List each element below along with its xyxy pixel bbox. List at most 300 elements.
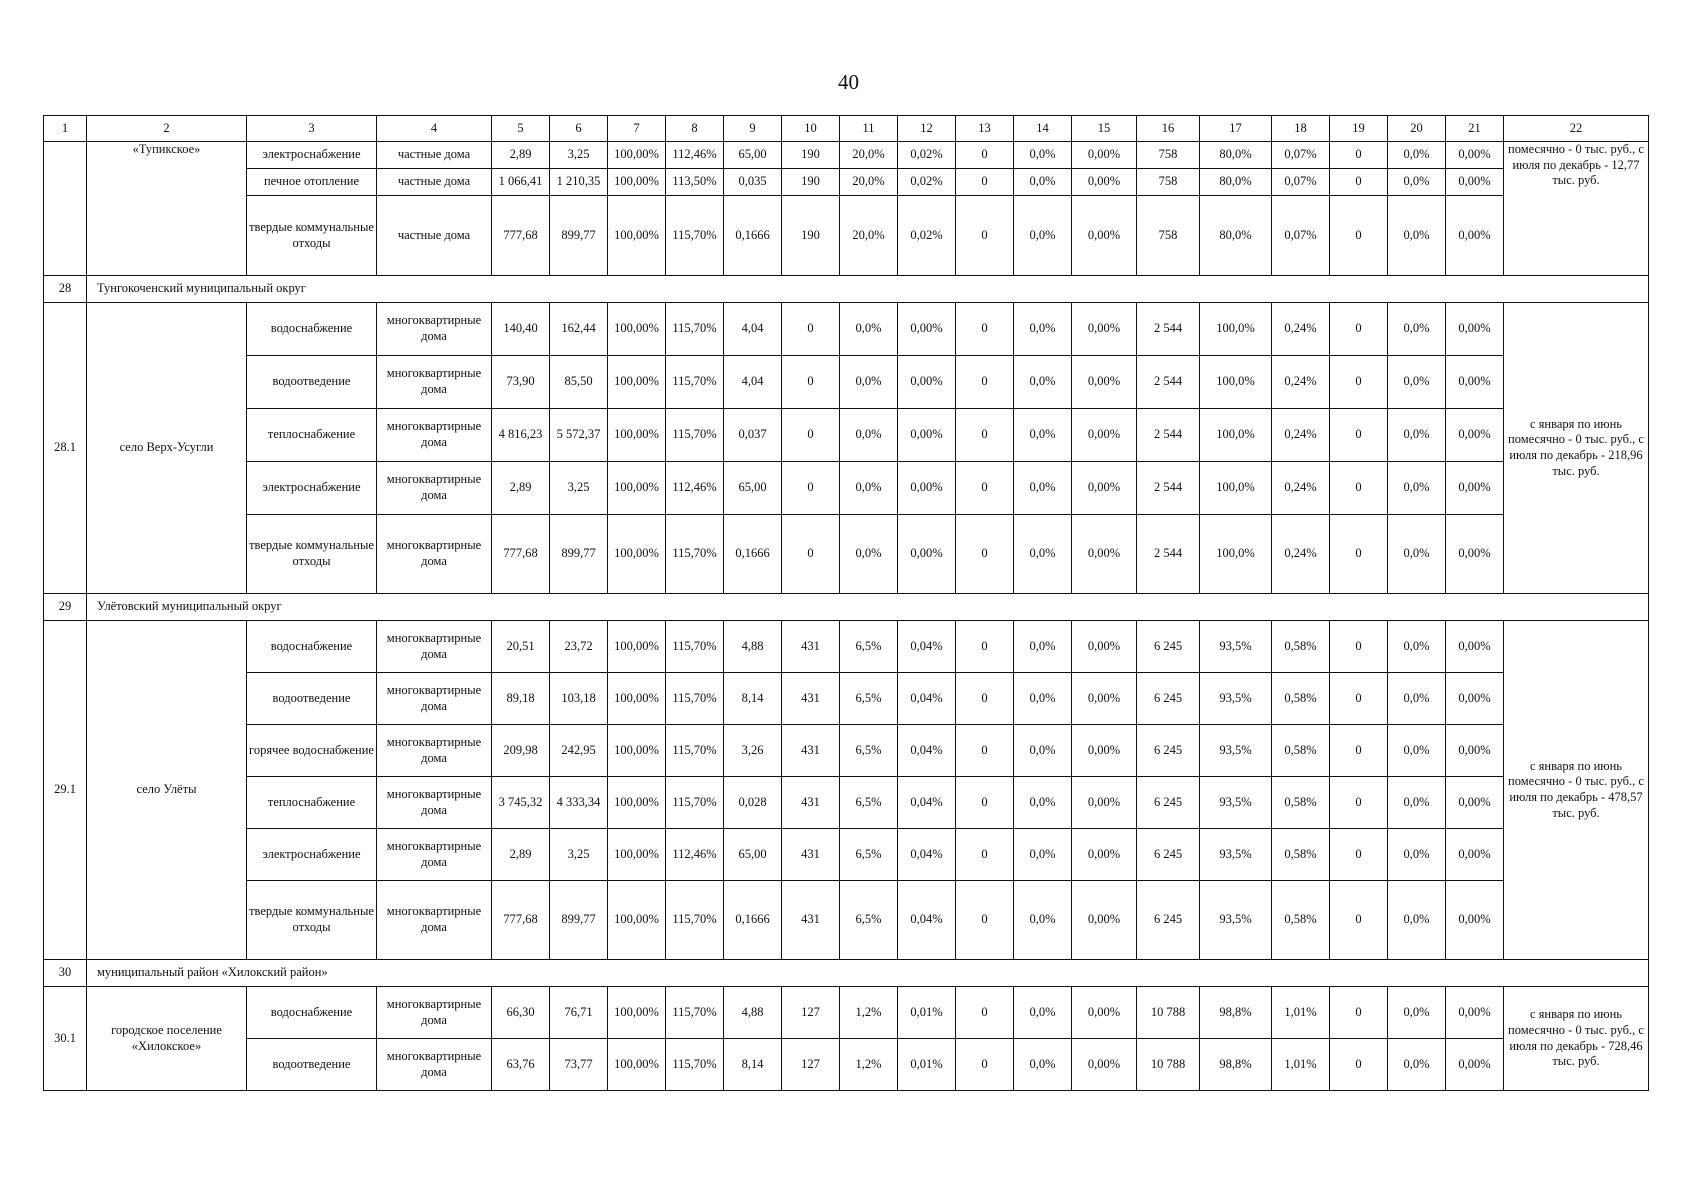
value-cell: 100,00% (608, 777, 666, 829)
payment-note-cell: с января по июнь помесячно - 0 тыс. руб., с июля по декабрь - 478,57 тыс. руб. (1504, 621, 1649, 960)
housing-type-cell: частные дома (377, 196, 492, 276)
value-cell: 0,0% (1014, 515, 1072, 594)
value-cell: 0,00% (1446, 409, 1504, 462)
value-cell: 0,07% (1272, 196, 1330, 276)
row-number-cell: 29.1 (44, 621, 87, 960)
value-cell: 100,00% (608, 1039, 666, 1091)
value-cell: 0,0% (840, 515, 898, 594)
column-number-cell: 5 (492, 116, 550, 142)
value-cell: 431 (782, 725, 840, 777)
table-row (44, 673, 1649, 725)
value-cell: 6 245 (1137, 725, 1200, 777)
value-cell: 0,58% (1272, 881, 1330, 960)
value-cell: 0,0% (1014, 462, 1072, 515)
value-cell: 0,00% (1072, 169, 1137, 196)
value-cell: 0,58% (1272, 777, 1330, 829)
value-cell: 0 (956, 1039, 1014, 1091)
value-cell: 0,24% (1272, 356, 1330, 409)
value-cell: 3,25 (550, 462, 608, 515)
value-cell: 0,0% (1014, 777, 1072, 829)
table-row (44, 356, 1649, 409)
value-cell: 127 (782, 987, 840, 1039)
value-cell: 127 (782, 1039, 840, 1091)
value-cell: 0,04% (898, 673, 956, 725)
housing-type-cell: многоквартирные дома (377, 515, 492, 594)
value-cell: 0,04% (898, 621, 956, 673)
value-cell: 0,0% (840, 303, 898, 356)
table-row (44, 987, 1649, 1039)
value-cell: 6,5% (840, 673, 898, 725)
value-cell: 0,58% (1272, 829, 1330, 881)
value-cell: 115,70% (666, 196, 724, 276)
value-cell: 758 (1137, 142, 1200, 169)
row-number-cell: 28.1 (44, 303, 87, 594)
table-row (44, 515, 1649, 594)
value-cell: 3,26 (724, 725, 782, 777)
value-cell: 0,58% (1272, 725, 1330, 777)
value-cell: 0,00% (1072, 829, 1137, 881)
value-cell: 0 (956, 142, 1014, 169)
value-cell: 190 (782, 169, 840, 196)
value-cell: 0,07% (1272, 169, 1330, 196)
value-cell: 0 (956, 829, 1014, 881)
value-cell: 0,0% (1388, 196, 1446, 276)
value-cell: 899,77 (550, 515, 608, 594)
value-cell: 0 (956, 673, 1014, 725)
value-cell: 0,0% (1388, 515, 1446, 594)
service-cell: водоснабжение (247, 987, 377, 1039)
value-cell: 93,5% (1200, 725, 1272, 777)
value-cell: 0 (956, 987, 1014, 1039)
service-cell: горячее водоснабжение (247, 725, 377, 777)
value-cell: 0,0% (1014, 881, 1072, 960)
value-cell: 0,0% (1388, 621, 1446, 673)
value-cell: 1,2% (840, 1039, 898, 1091)
value-cell: 0,00% (1072, 142, 1137, 169)
value-cell: 0,00% (1072, 462, 1137, 515)
value-cell: 2 544 (1137, 515, 1200, 594)
value-cell: 100,0% (1200, 356, 1272, 409)
value-cell: 112,46% (666, 462, 724, 515)
value-cell: 100,00% (608, 169, 666, 196)
value-cell: 100,00% (608, 987, 666, 1039)
value-cell: 0 (1330, 881, 1388, 960)
value-cell: 0 (1330, 1039, 1388, 1091)
value-cell: 162,44 (550, 303, 608, 356)
value-cell: 2 544 (1137, 409, 1200, 462)
column-number-cell: 18 (1272, 116, 1330, 142)
value-cell: 3,25 (550, 829, 608, 881)
settlement-cell: село Верх-Усугли (87, 303, 247, 594)
column-number-cell: 14 (1014, 116, 1072, 142)
value-cell: 103,18 (550, 673, 608, 725)
table-row (44, 725, 1649, 777)
value-cell: 100,00% (608, 515, 666, 594)
value-cell: 1 210,35 (550, 169, 608, 196)
housing-type-cell: многоквартирные дома (377, 1039, 492, 1091)
value-cell: 93,5% (1200, 829, 1272, 881)
value-cell: 63,76 (492, 1039, 550, 1091)
value-cell: 100,00% (608, 673, 666, 725)
value-cell: 2,89 (492, 462, 550, 515)
value-cell: 431 (782, 621, 840, 673)
value-cell: 6,5% (840, 621, 898, 673)
service-cell: электроснабжение (247, 142, 377, 169)
service-cell: твердые коммунальные отходы (247, 196, 377, 276)
housing-type-cell: многоквартирные дома (377, 409, 492, 462)
column-number-cell: 11 (840, 116, 898, 142)
table-row (44, 881, 1649, 960)
value-cell: 2,89 (492, 829, 550, 881)
value-cell: 899,77 (550, 196, 608, 276)
value-cell: 0 (956, 303, 1014, 356)
value-cell: 2 544 (1137, 462, 1200, 515)
value-cell: 85,50 (550, 356, 608, 409)
value-cell: 0,00% (1446, 356, 1504, 409)
value-cell: 0,02% (898, 169, 956, 196)
section-number-cell: 30 (44, 960, 87, 987)
value-cell: 0,0% (1388, 1039, 1446, 1091)
section-number-cell: 29 (44, 594, 87, 621)
value-cell: 0,24% (1272, 409, 1330, 462)
value-cell: 0 (782, 356, 840, 409)
table-row (44, 1039, 1649, 1091)
value-cell: 0,00% (1446, 621, 1504, 673)
section-name-cell: муниципальный район «Хилокский район» (87, 960, 1649, 987)
value-cell: 0,00% (898, 515, 956, 594)
value-cell: 242,95 (550, 725, 608, 777)
value-cell: 0,00% (898, 409, 956, 462)
value-cell: 0,0% (1014, 1039, 1072, 1091)
payment-note-cell: с января по июнь помесячно - 0 тыс. руб., с июля по декабрь - 218,96 тыс. руб. (1504, 303, 1649, 594)
value-cell: 20,0% (840, 142, 898, 169)
value-cell: 20,0% (840, 196, 898, 276)
value-cell: 115,70% (666, 356, 724, 409)
value-cell: 0 (1330, 777, 1388, 829)
value-cell: 0,00% (1072, 356, 1137, 409)
value-cell: 2 544 (1137, 303, 1200, 356)
value-cell: 0,0% (1388, 462, 1446, 515)
value-cell: 0,24% (1272, 515, 1330, 594)
value-cell: 98,8% (1200, 1039, 1272, 1091)
value-cell: 115,70% (666, 881, 724, 960)
value-cell: 6 245 (1137, 777, 1200, 829)
section-header-row (44, 276, 1649, 303)
column-number-cell: 16 (1137, 116, 1200, 142)
value-cell: 0 (956, 725, 1014, 777)
value-cell: 0,0% (840, 462, 898, 515)
table-row (44, 462, 1649, 515)
value-cell: 4 333,34 (550, 777, 608, 829)
value-cell: 0 (782, 409, 840, 462)
value-cell: 20,51 (492, 621, 550, 673)
value-cell: 2,89 (492, 142, 550, 169)
value-cell: 98,8% (1200, 987, 1272, 1039)
table-row (44, 169, 1649, 196)
value-cell: 0,0% (1014, 673, 1072, 725)
value-cell: 0 (1330, 356, 1388, 409)
value-cell: 0 (956, 169, 1014, 196)
value-cell: 758 (1137, 196, 1200, 276)
value-cell: 10 788 (1137, 987, 1200, 1039)
value-cell: 0,00% (1072, 777, 1137, 829)
value-cell: 0,04% (898, 725, 956, 777)
value-cell: 777,68 (492, 196, 550, 276)
tariff-table (43, 115, 1649, 1091)
value-cell: 0,0% (1388, 673, 1446, 725)
column-number-cell: 12 (898, 116, 956, 142)
value-cell: 431 (782, 881, 840, 960)
value-cell: 115,70% (666, 621, 724, 673)
value-cell: 100,0% (1200, 515, 1272, 594)
value-cell: 0,0% (1388, 169, 1446, 196)
value-cell: 0,00% (1446, 196, 1504, 276)
value-cell: 100,0% (1200, 303, 1272, 356)
value-cell: 0 (1330, 462, 1388, 515)
value-cell: 80,0% (1200, 142, 1272, 169)
section-name-cell: Тунгокоченский муниципальный округ (87, 276, 1649, 303)
service-cell: теплоснабжение (247, 777, 377, 829)
value-cell: 93,5% (1200, 777, 1272, 829)
value-cell: 65,00 (724, 829, 782, 881)
service-cell: водоснабжение (247, 303, 377, 356)
column-number-cell: 9 (724, 116, 782, 142)
service-cell: электроснабжение (247, 829, 377, 881)
value-cell: 0,0% (1014, 409, 1072, 462)
value-cell: 3 745,32 (492, 777, 550, 829)
value-cell: 5 572,37 (550, 409, 608, 462)
service-cell: твердые коммунальные отходы (247, 881, 377, 960)
value-cell: 100,0% (1200, 409, 1272, 462)
column-number-cell: 17 (1200, 116, 1272, 142)
value-cell: 209,98 (492, 725, 550, 777)
column-number-cell: 13 (956, 116, 1014, 142)
value-cell: 6 245 (1137, 829, 1200, 881)
value-cell: 100,00% (608, 303, 666, 356)
value-cell: 0,0% (1388, 356, 1446, 409)
value-cell: 0,00% (1072, 1039, 1137, 1091)
housing-type-cell: многоквартирные дома (377, 303, 492, 356)
table-row (44, 303, 1649, 356)
value-cell: 0,0% (1388, 777, 1446, 829)
value-cell: 0 (1330, 169, 1388, 196)
value-cell: 0,01% (898, 987, 956, 1039)
service-cell: электроснабжение (247, 462, 377, 515)
column-number-cell: 7 (608, 116, 666, 142)
value-cell: 112,46% (666, 829, 724, 881)
value-cell: 0 (1330, 515, 1388, 594)
value-cell: 0,04% (898, 881, 956, 960)
column-number-cell: 22 (1504, 116, 1649, 142)
housing-type-cell: многоквартирные дома (377, 462, 492, 515)
column-number-cell: 6 (550, 116, 608, 142)
service-cell: водоотведение (247, 673, 377, 725)
value-cell: 0,0% (840, 356, 898, 409)
value-cell: 0 (1330, 409, 1388, 462)
value-cell: 0 (782, 303, 840, 356)
value-cell: 0 (1330, 196, 1388, 276)
column-number-cell: 2 (87, 116, 247, 142)
value-cell: 0,037 (724, 409, 782, 462)
value-cell: 0,0% (1014, 829, 1072, 881)
value-cell: 20,0% (840, 169, 898, 196)
value-cell: 115,70% (666, 303, 724, 356)
column-number-cell: 21 (1446, 116, 1504, 142)
value-cell: 100,00% (608, 725, 666, 777)
value-cell: 100,00% (608, 462, 666, 515)
value-cell: 113,50% (666, 169, 724, 196)
value-cell: 8,14 (724, 673, 782, 725)
column-number-row (44, 116, 1649, 142)
value-cell: 1,2% (840, 987, 898, 1039)
value-cell: 0,00% (898, 462, 956, 515)
value-cell: 0,00% (898, 356, 956, 409)
column-number-cell: 3 (247, 116, 377, 142)
value-cell: 6,5% (840, 829, 898, 881)
value-cell: 0,00% (1446, 462, 1504, 515)
value-cell: 0 (1330, 621, 1388, 673)
value-cell: 431 (782, 829, 840, 881)
value-cell: 0,00% (1446, 777, 1504, 829)
value-cell: 66,30 (492, 987, 550, 1039)
value-cell: 100,00% (608, 409, 666, 462)
value-cell: 0,028 (724, 777, 782, 829)
value-cell: 0,00% (1072, 303, 1137, 356)
value-cell: 4,04 (724, 356, 782, 409)
value-cell: 0,0% (1014, 303, 1072, 356)
value-cell: 0 (782, 515, 840, 594)
value-cell: 0,0% (1014, 725, 1072, 777)
value-cell: 89,18 (492, 673, 550, 725)
settlement-cell: «Тупикское» (87, 142, 247, 276)
value-cell: 100,00% (608, 829, 666, 881)
value-cell: 115,70% (666, 987, 724, 1039)
value-cell: 0,00% (1072, 621, 1137, 673)
value-cell: 190 (782, 142, 840, 169)
section-header-row (44, 960, 1649, 987)
value-cell: 100,00% (608, 196, 666, 276)
value-cell: 0,0% (1388, 409, 1446, 462)
value-cell: 0 (956, 462, 1014, 515)
value-cell: 0,00% (1446, 515, 1504, 594)
value-cell: 758 (1137, 169, 1200, 196)
value-cell: 6 245 (1137, 881, 1200, 960)
value-cell: 0,00% (1072, 881, 1137, 960)
value-cell: 0 (956, 777, 1014, 829)
section-name-cell: Улётовский муниципальный округ (87, 594, 1649, 621)
value-cell: 0,00% (1072, 987, 1137, 1039)
settlement-cell: городское поселение «Хилокское» (87, 987, 247, 1091)
value-cell: 0,00% (1446, 142, 1504, 169)
settlement-cell: село Улёты (87, 621, 247, 960)
value-cell: 0,01% (898, 1039, 956, 1091)
value-cell: 0,02% (898, 142, 956, 169)
value-cell: 0,00% (1072, 409, 1137, 462)
service-cell: твердые коммунальные отходы (247, 515, 377, 594)
table-row (44, 829, 1649, 881)
housing-type-cell: многоквартирные дома (377, 356, 492, 409)
value-cell: 0,00% (1446, 725, 1504, 777)
value-cell: 0 (956, 196, 1014, 276)
value-cell: 115,70% (666, 673, 724, 725)
value-cell: 0,0% (1388, 303, 1446, 356)
value-cell: 777,68 (492, 515, 550, 594)
service-cell: водоснабжение (247, 621, 377, 673)
value-cell: 0,04% (898, 777, 956, 829)
value-cell: 2 544 (1137, 356, 1200, 409)
housing-type-cell: многоквартирные дома (377, 725, 492, 777)
value-cell: 73,77 (550, 1039, 608, 1091)
value-cell: 4 816,23 (492, 409, 550, 462)
value-cell: 0,0% (1388, 725, 1446, 777)
value-cell: 100,00% (608, 881, 666, 960)
service-cell: водоотведение (247, 356, 377, 409)
payment-note-cell: помесячно - 0 тыс. руб., с июля по декабрь - 12,77 тыс. руб. (1504, 142, 1649, 276)
value-cell: 0,0% (1014, 169, 1072, 196)
table-row (44, 196, 1649, 276)
service-cell: теплоснабжение (247, 409, 377, 462)
section-header-row (44, 594, 1649, 621)
value-cell: 140,40 (492, 303, 550, 356)
value-cell: 0,58% (1272, 673, 1330, 725)
value-cell: 0,00% (1072, 515, 1137, 594)
page-number: 40 (838, 70, 859, 94)
value-cell: 0 (1330, 987, 1388, 1039)
value-cell: 0 (956, 621, 1014, 673)
value-cell: 0,24% (1272, 462, 1330, 515)
value-cell: 0,0% (1014, 987, 1072, 1039)
value-cell: 100,00% (608, 621, 666, 673)
value-cell: 6 245 (1137, 673, 1200, 725)
housing-type-cell: многоквартирные дома (377, 987, 492, 1039)
value-cell: 0,00% (1072, 673, 1137, 725)
value-cell: 1,01% (1272, 987, 1330, 1039)
value-cell: 777,68 (492, 881, 550, 960)
value-cell: 0,58% (1272, 621, 1330, 673)
value-cell: 0 (1330, 725, 1388, 777)
value-cell: 0 (1330, 829, 1388, 881)
row-number-cell: 30.1 (44, 987, 87, 1091)
value-cell: 4,88 (724, 987, 782, 1039)
value-cell: 0,00% (1446, 987, 1504, 1039)
value-cell: 0 (1330, 142, 1388, 169)
value-cell: 6 245 (1137, 621, 1200, 673)
value-cell: 190 (782, 196, 840, 276)
value-cell: 0,07% (1272, 142, 1330, 169)
value-cell: 0,00% (1072, 196, 1137, 276)
value-cell: 899,77 (550, 881, 608, 960)
row-number-cell (44, 142, 87, 276)
value-cell: 4,88 (724, 621, 782, 673)
value-cell: 0 (782, 462, 840, 515)
value-cell: 112,46% (666, 142, 724, 169)
value-cell: 93,5% (1200, 621, 1272, 673)
value-cell: 431 (782, 673, 840, 725)
value-cell: 73,90 (492, 356, 550, 409)
value-cell: 0,0% (1014, 196, 1072, 276)
value-cell: 0,035 (724, 169, 782, 196)
value-cell: 65,00 (724, 462, 782, 515)
value-cell: 0,00% (1446, 303, 1504, 356)
column-number-cell: 15 (1072, 116, 1137, 142)
value-cell: 10 788 (1137, 1039, 1200, 1091)
column-number-cell: 8 (666, 116, 724, 142)
value-cell: 0 (956, 356, 1014, 409)
housing-type-cell: многоквартирные дома (377, 621, 492, 673)
value-cell: 6,5% (840, 725, 898, 777)
value-cell: 0,1666 (724, 881, 782, 960)
housing-type-cell: многоквартирные дома (377, 777, 492, 829)
